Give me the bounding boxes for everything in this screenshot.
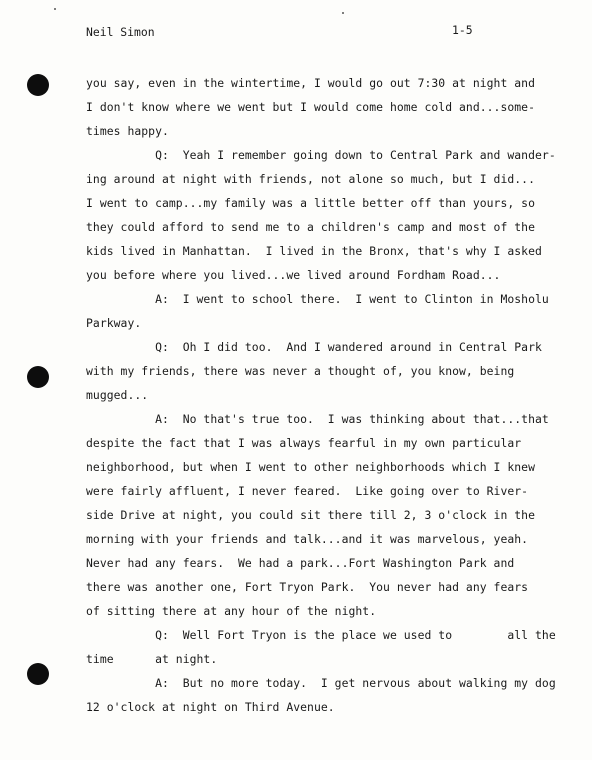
text-line: Q: Yeah I remember going down to Central Park and wander- (86, 148, 556, 162)
text-line: of sitting there at any hour of the night. (86, 604, 377, 618)
text-line: Q: Oh I did too. And I wandered around in Central Park (86, 340, 542, 354)
punch-hole (27, 663, 49, 685)
text-line: A: But no more today. I get nervous about walking my dog (86, 676, 556, 690)
text-line: 12 o'clock at night on Third Avenue. (86, 700, 335, 714)
punch-hole (27, 366, 49, 388)
text-line: A: No that's true too. I was thinking about that...that (86, 412, 549, 426)
speck (54, 8, 56, 10)
text-line: ing around at night with friends, not alone so much, but I did... (86, 172, 536, 186)
text-line: you before where you lived...we lived around Fordham Road... (86, 268, 501, 282)
text-line: neighborhood, but when I went to other neighborhoods which I knew (86, 460, 536, 474)
speck (342, 12, 344, 14)
text-line: with my friends, there was never a thought of, you know, being (86, 364, 515, 378)
text-line: Parkway. (86, 316, 142, 330)
text-line: Never had any fears. We had a park...Fort Washington Park and (86, 556, 515, 570)
text-line: times happy. (86, 124, 169, 138)
text-line: morning with your friends and talk...and it was marvelous, yeah. (86, 532, 529, 546)
punch-hole (27, 74, 49, 96)
page-number: 1-5 (452, 23, 473, 37)
text-line: side Drive at night, you could sit there till 2, 3 o'clock in the (86, 508, 536, 522)
text-line: they could afford to send me to a children's camp and most of the (86, 220, 536, 234)
text-line: I don't know where we went but I would come home cold and...some- (86, 100, 536, 114)
text-line: kids lived in Manhattan. I lived in the Bronx, that's why I asked (86, 244, 542, 258)
text-line: I went to camp...my family was a little better off than yours, so (86, 196, 536, 210)
text-line: Q: Well Fort Tryon is the place we used to all the (86, 628, 556, 642)
text-line: there was another one, Fort Tryon Park. You never had any fears (86, 580, 529, 594)
text-line: despite the fact that I was always fearful in my own particular (86, 436, 522, 450)
text-line: A: I went to school there. I went to Clinton in Mosholu (86, 292, 549, 306)
header-name: Neil Simon (86, 25, 155, 39)
text-line: were fairly affluent, I never feared. Like going over to River- (86, 484, 529, 498)
text-line: mugged... (86, 388, 149, 402)
text-line: time at night. (86, 652, 218, 666)
text-line: you say, even in the wintertime, I would go out 7:30 at night and (86, 76, 536, 90)
